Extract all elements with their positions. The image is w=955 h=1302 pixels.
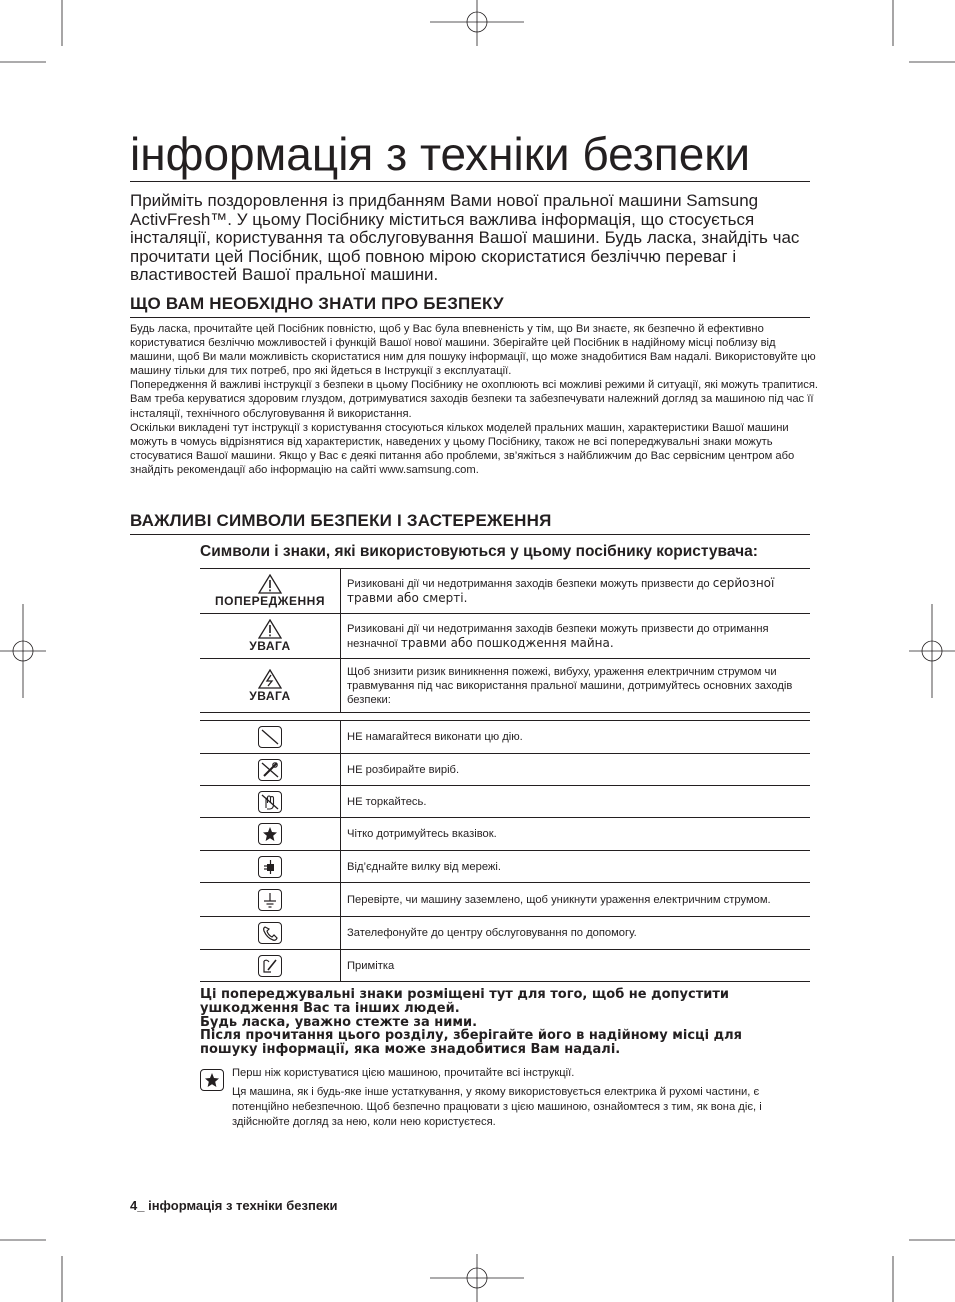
table-row xyxy=(200,659,810,713)
safety-knowledge-text xyxy=(130,322,820,477)
symbol-text: НЕ розбирайте виріб. xyxy=(341,754,811,786)
final-note: Перш ніж користуватися цією машиною, прочитайте всі інструкції. xyxy=(232,1067,575,1079)
note-icon xyxy=(258,955,282,977)
table-row xyxy=(200,950,810,982)
caution-text: Ризиковані дії чи недотримання заходів безпеки можуть призвести до отримання незначної травми або пошкодження майна. xyxy=(341,614,811,659)
page-title: інформація з техніки безпеки xyxy=(130,127,810,182)
symbol-text: Перевірте, чи машину заземлено, щоб уникнути ураження електричним струмом. xyxy=(341,883,811,917)
note-line: Будь ласка, уважно стежте за ними. xyxy=(200,1014,478,1030)
electric-caution-icon xyxy=(258,669,282,689)
table-row xyxy=(200,786,810,818)
table-row xyxy=(200,917,810,950)
page-number: 4_ xyxy=(130,1198,145,1213)
table-row xyxy=(200,614,810,659)
follow-instructions-icon xyxy=(200,1069,224,1091)
table-row xyxy=(200,818,810,851)
intro-paragraph: Прийміть поздоровлення із придбанням Вами нової пральної машини Samsung ActivFresh™. У цьому Посібнику міститься важлива інформація, що стосується інсталяції, користування та обслуговування Вашої машини. Будь ласка, знайдіть час прочитати цей Посібник, щоб повною мірою скористатися безліччю переваг і властивостей Вашої пральної машини. xyxy=(130,191,800,284)
unplug-icon xyxy=(258,856,282,878)
warning-triangle-icon xyxy=(258,574,282,594)
phone-icon xyxy=(258,922,282,944)
final-note: Ця машина, як і будь-яке інше устаткування, у якому використовується електрика й рухомі частини, є потенційно небезпечною. Щоб безпечно працювати з цією машиною, ознайомтеся з тим, як вона діє, і здійснюйте догляд за нею, коли нею користуєтеся. xyxy=(232,1086,762,1128)
table-row xyxy=(200,851,810,883)
section-heading-safety-symbols: ВАЖЛИВІ СИМВОЛИ БЕЗПЕКИ І ЗАСТЕРЕЖЕННЯ xyxy=(130,511,810,535)
paragraph: Будь ласка, прочитайте цей Посібник повністю, щоб у Вас була впевненість у тім, що Ви знаєте, як безпечно й ефективно користуватися безліччю можливостей і функцій Вашої нової машини. Зберігайте цей Посібник в надійному місці поблизу від машини, щоб Ви мали можливість скористатися ним для пошуку інформації, що може знадобитися Вам надалі. Використовуйте цю машину тільки для тих потреб, про які йдеться в Інструкції з експлуатації. xyxy=(130,323,816,378)
table-row xyxy=(200,569,810,614)
notes-block xyxy=(200,988,800,1057)
warning-cell xyxy=(200,569,341,614)
caution-triangle-icon xyxy=(258,619,282,639)
page-footer xyxy=(130,1198,338,1213)
table-row xyxy=(200,721,810,754)
electric-caution-text: Щоб знизити ризик виникнення пожежі, вибуху, ураження електричним струмом чи травмування під час використання пральної машини, дотримуйтесь основних заходів безпеки: xyxy=(341,659,811,713)
note-line: Після прочитання цього розділу, зберігайте його в надійному місці для пошуку інформації, яка може знадобитися Вам надалі. xyxy=(200,1028,743,1058)
symbols-subheading: Символи і знаки, які використовуються у цьому посібнику користувача: xyxy=(200,543,758,560)
caution-label: УВАГА xyxy=(249,639,291,653)
warning-text: Ризиковані дії чи недотримання заходів безпеки можуть призвести до серйозної травми або смерті. xyxy=(341,569,811,614)
symbol-text: Примітка xyxy=(341,950,811,982)
paragraph: Попередження й важливі інструкції з безпеки в цьому Посібнику не охоплюють всі можливі режими й ситуації, які можуть трапитися. Вам треба керуватися здоровим глуздом, дотримуватися заходів безпеки та забезпечувати належний догляд за машиною під час її інсталяції, технічного обслуговування й використання. xyxy=(130,379,818,420)
symbol-text: Зателефонуйте до центру обслуговування по допомогу. xyxy=(341,917,811,950)
section-heading-safety-knowledge: ЩО ВАМ НЕОБХІДНО ЗНАТИ ПРО БЕЗПЕКУ xyxy=(130,294,810,318)
follow-instructions-icon xyxy=(258,823,282,845)
symbol-table xyxy=(200,720,810,982)
warning-label: ПОПЕРЕДЖЕННЯ xyxy=(215,594,325,608)
final-notes xyxy=(232,1066,802,1134)
caution-cell xyxy=(200,614,341,659)
electric-caution-cell xyxy=(200,659,341,713)
table-row xyxy=(200,883,810,917)
symbol-text: Чітко дотримуйтесь вказівок. xyxy=(341,818,811,851)
ground-icon xyxy=(258,889,282,911)
prohibited-icon xyxy=(258,726,282,748)
symbol-text: НЕ торкайтесь. xyxy=(341,786,811,818)
caution-label: УВАГА xyxy=(249,688,291,703)
no-touch-icon xyxy=(258,791,282,813)
no-disassembly-icon xyxy=(258,759,282,781)
note-line: Ці попереджувальні знаки розміщені тут для того, щоб не допустити ушкодження Вас та інших людей. xyxy=(200,987,730,1016)
symbol-text: Від’єднайте вилку від мережі. xyxy=(341,851,811,883)
table-row xyxy=(200,754,810,786)
footer-title: інформація з техніки безпеки xyxy=(148,1198,338,1213)
paragraph: Оскільки викладені тут інструкції з користування стосуються кількох моделей пральних машин, характеристики Вашої машини можуть в чомусь відрізнятися від характеристик, наведених у цьому Посібнику, також не всі попереджувальні знаки можуть стосуватися Вашої машини. Якщо у Вас є деякі питання або проблеми, зв’яжіться з найближчим до Вас сервісним центром або знайдіть рекомендації або інформацію на сайті www.samsung.com. xyxy=(130,421,795,476)
warning-table xyxy=(200,568,810,713)
symbol-text: НЕ намагайтеся виконати цю дію. xyxy=(341,721,811,754)
